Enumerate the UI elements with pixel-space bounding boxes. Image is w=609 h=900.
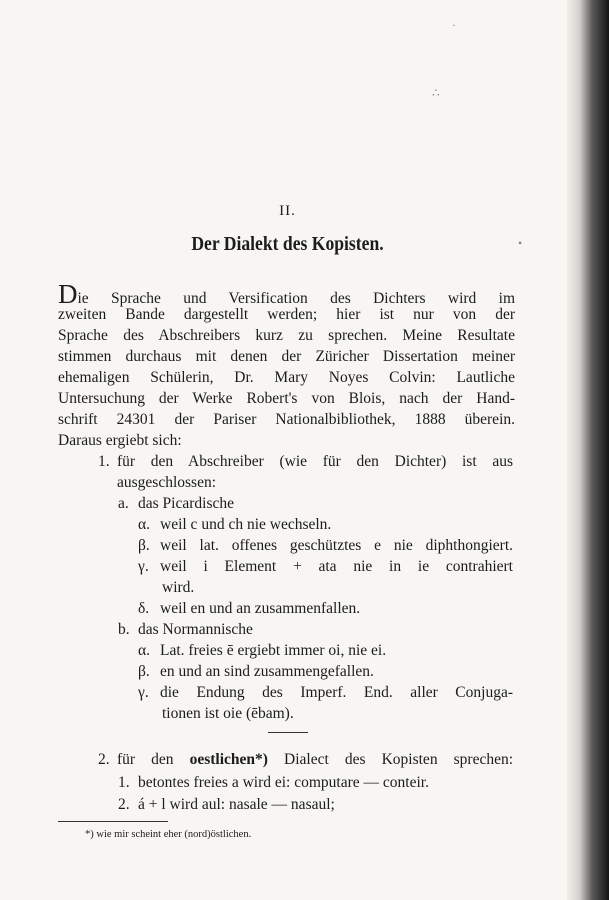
item1a-text: das Picardische: [138, 495, 234, 512]
page-binding-shadow: [567, 0, 609, 900]
print-speck: ·: [452, 18, 456, 32]
item2-sub2-text: á + l wird aul: nasale — nasaul;: [138, 796, 335, 813]
item1b-text: das Normannische: [138, 621, 253, 638]
intro-line-4: stimmen durchaus mit denen der Züricher Dissertation meiner: [58, 348, 515, 365]
item1a-alpha-marker: α.: [138, 516, 150, 533]
print-speck: •: [518, 236, 523, 250]
item1b-label: b.: [118, 621, 130, 638]
footnote-rule: [58, 821, 168, 822]
item1a-delta-marker: δ.: [138, 600, 150, 617]
item1b-beta-marker: β.: [138, 663, 150, 680]
item1-line-1: für den Abschreiber (wie für den Dichter) ist aus: [117, 453, 513, 470]
drop-cap: D: [58, 279, 78, 309]
intro-line-7: schrift 24301 der Pariser Nationalbibliothek, 1888 überein.: [58, 411, 515, 428]
item2-line: für den oestlichen*) Dialect des Kopisten sprechen:: [117, 751, 514, 768]
item1b-gamma-line-2: tionen ist oie (ēbam).: [162, 705, 294, 722]
item1b-beta-text: en und an sind zusammengefallen.: [160, 663, 374, 680]
item2-number: 2.: [98, 751, 110, 768]
intro-line-6: Untersuchung der Werke Robert's von Blois, nach der Hand-: [58, 390, 515, 407]
item1b-gamma-marker: γ.: [138, 684, 149, 701]
item1b-gamma-line-1: die Endung des Imperf. End. aller Conjuga-: [160, 684, 513, 701]
item1b-alpha-text: Lat. freies ē ergiebt immer oi, nie ei.: [160, 642, 387, 659]
item1a-beta-marker: β.: [138, 537, 150, 554]
intro-line-2: zweiten Bande dargestellt werden; hier ist nur von der: [58, 306, 515, 323]
item2-sub1-text: betontes freies a wird ei: computare — conteir.: [138, 774, 429, 791]
item1a-beta-text: weil lat. offenes geschütztes e nie diphthongiert.: [160, 537, 513, 554]
emphasis-oestlichen: oestlichen*): [189, 751, 268, 768]
intro-line-5: ehemaligen Schülerin, Dr. Mary Noyes Colvin: Lautliche: [58, 369, 515, 386]
section-number: II.: [279, 203, 296, 219]
footnote: *) wie mir scheint eher (nord)östlichen.: [85, 829, 252, 840]
item2-sub2-number: 2.: [118, 796, 130, 813]
item2-sub1-number: 1.: [118, 774, 130, 791]
intro-line-3: Sprache des Abschreibers kurz zu sprechen. Meine Resultate: [58, 327, 515, 344]
intro-line-1: Die Sprache und Versification des Dichters wird im: [58, 279, 515, 309]
section-divider: [268, 732, 308, 733]
intro-line-8: Daraus ergiebt sich:: [58, 432, 182, 449]
item1a-gamma-line-1: weil i Element + ata nie in ie contrahiert: [160, 558, 513, 575]
item1a-label: a.: [118, 495, 129, 512]
print-speck: ∴: [432, 86, 440, 100]
item1-number: 1.: [98, 453, 110, 470]
chapter-title: Der Dialekt des Kopisten.: [191, 233, 384, 255]
item1-line-2: ausgeschlossen:: [117, 474, 217, 491]
item1b-alpha-marker: α.: [138, 642, 150, 659]
item1a-gamma-line-2: wird.: [162, 579, 195, 596]
item1a-delta-text: weil en und an zusammenfallen.: [160, 600, 361, 617]
item1a-alpha-text: weil c und ch nie wechseln.: [160, 516, 332, 533]
item1a-gamma-marker: γ.: [138, 558, 149, 575]
